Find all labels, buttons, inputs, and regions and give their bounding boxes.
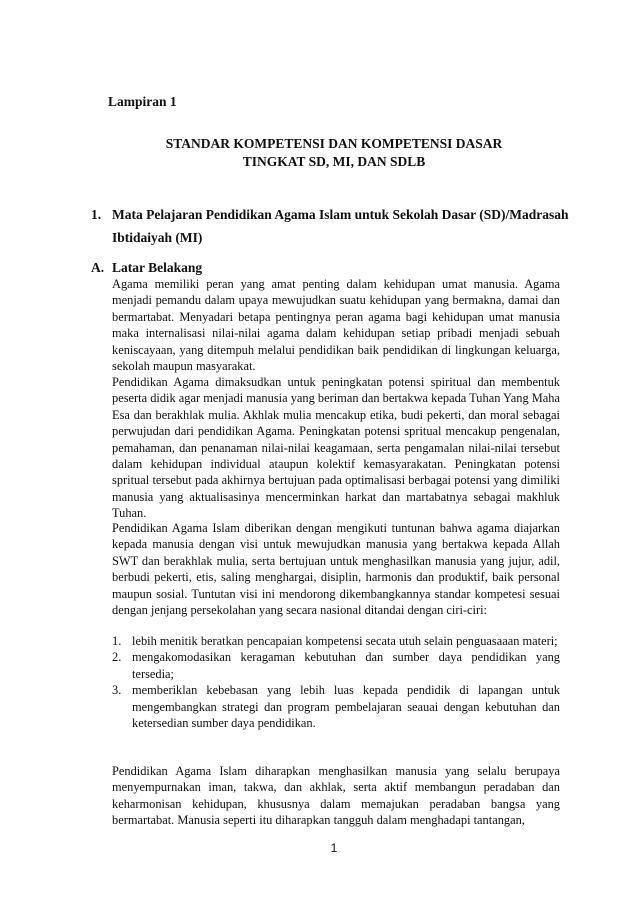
page-number: 1 <box>330 841 338 855</box>
section-number: 1. <box>91 207 102 222</box>
paragraph-2: Pendidikan Agama dimaksudkan untuk peningkatan potensi spiritual dan membentuk peserta didik agar menjadi manusia yang beriman dan bertakwa kepada Tuhan Yang Maha Esa dan berakhlak mulia. Akhlak mulia mencakup etika, budi pekerti, dan moral sebagai perwujudan dari pendidikan Agama. Peningkatan potensi spritual mencakup pengenalan, pemahaman, dan penanaman nilai-nilai keagamaan, serta pengamalan nilai-nilai tersebut dalam kehidupan individual ataupun kolektif kemasyarakatan. Peningkatan potensi spritual tersebut pada akhirnya bertujuan pada optimalisasi berbagai potensi yang dimiliki manusia yang aktualisasinya mencerminkan harkat dan martabatnya sebagai makhluk Tuhan. <box>112 375 560 521</box>
lampiran-label: Lampiran 1 <box>108 94 177 109</box>
list-item: 2. mengakomodasikan keragaman kebutuhan dan sumber daya pendidikan yang tersedia; <box>112 650 560 681</box>
subsection-title: Latar Belakang <box>112 260 203 275</box>
document-title-line1: STANDAR KOMPETENSI DAN KOMPETENSI DASAR <box>165 136 503 151</box>
document-title-line2: TINGKAT SD, MI, DAN SDLB <box>242 154 426 169</box>
criteria-list <box>112 633 560 731</box>
section-title-line1: Mata Pelajaran Pendidikan Agama Islam untuk Sekolah Dasar (SD)/Madrasah <box>112 207 569 222</box>
paragraph-3: Pendidikan Agama Islam diberikan dengan mengikuti tuntunan bahwa agama diajarkan kepada manusia dengan visi untuk mewujudkan manusia yang bertakwa kepada Allah SWT dan berakhlak mulia, serta bertujuan untuk menghasilkan manusia yang jujur, adil, berbudi pekerti, etis, saling menghargai, disiplin, harmonis dan produktif, baik personal maupun sosial. Tuntutan visi ini mendorong dikembangkannya standar kompetesi sesuai dengan jenjang persekolahan yang secara nasional ditandai dengan ciri-ciri: <box>112 521 560 618</box>
list-item: 3. memberiklan kebebasan yang lebih luas kepada pendidik di lapangan untuk mengembangkan strategi dan program pembelajaran seauai dengan kebutuhan dan ketersedian sumber daya pendidikan. <box>112 683 560 731</box>
section-title-line2: Ibtidaiyah (MI) <box>112 230 203 245</box>
paragraph-4: Pendidikan Agama Islam diharapkan menghasilkan manusia yang selalu berupaya menyempurnakan iman, takwa, dan akhlak, serta aktif membangun peradaban dan keharmonisan kehidupan, khususnya dalam memajukan peradaban bangsa yang bermartabat. Manusia seperti itu diharapkan tangguh dalam menghadapi tantangan, <box>112 764 560 828</box>
subsection-letter: A. <box>91 260 105 275</box>
paragraph-1: Agama memiliki peran yang amat penting dalam kehidupan umat manusia. Agama menjadi pemandu dalam upaya mewujudkan suatu kehidupan yang bermakna, damai dan bermartabat. Menyadari betapa pentingnya peran agama bagi kehidupan umat manusia maka internalisasi nilai-nilai agama dalam kehidupan setiap pribadi menjadi sebuah keniscayaan, yang ditempuh melalui pendidikan baik pendidikan di lingkungan keluarga, sekolah maupun masyarakat. <box>112 277 560 374</box>
list-item: 1. lebih menitik beratkan pencapaian kompetensi secata utuh selain penguasaaan materi; <box>112 634 558 648</box>
